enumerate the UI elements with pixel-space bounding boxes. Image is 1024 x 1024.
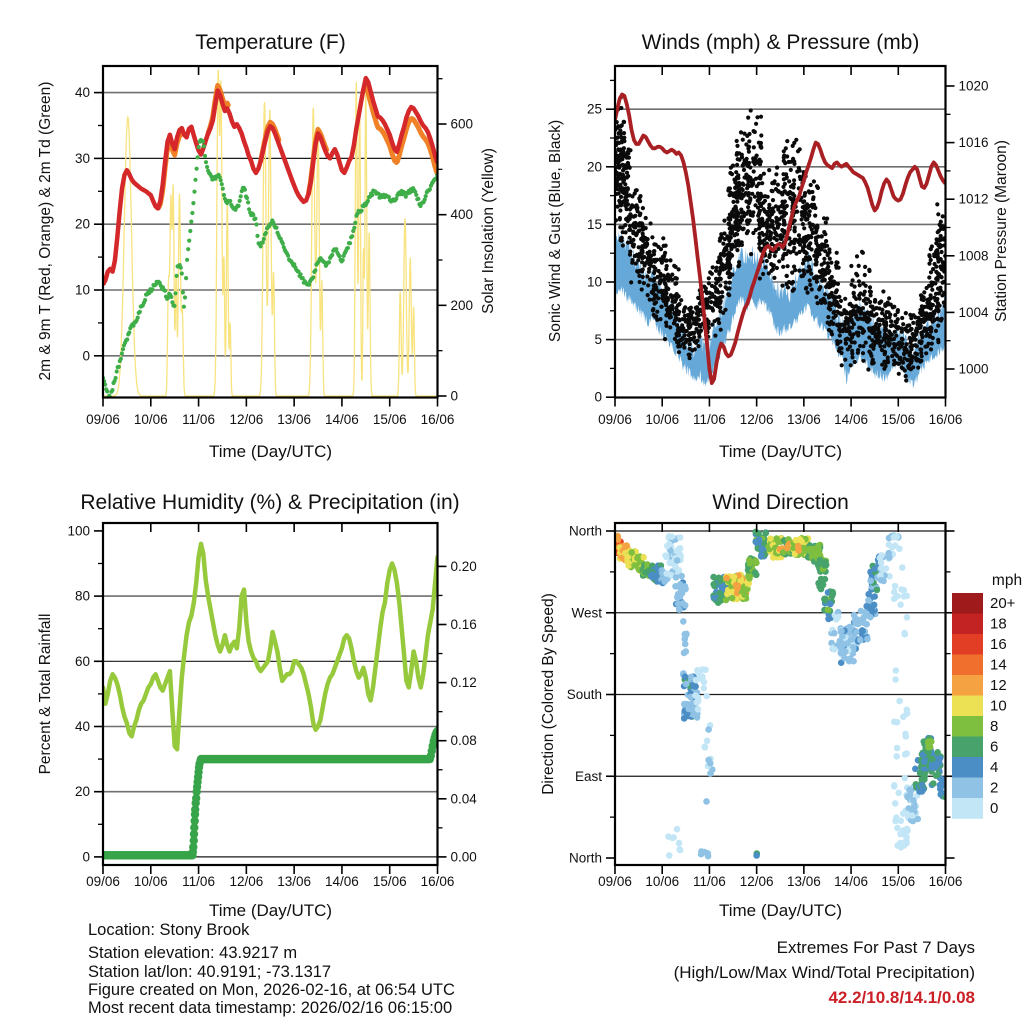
legend-label: 20+ [990, 595, 1016, 612]
y-tick-label-left: 10 [586, 274, 602, 290]
x-tick-label: 10/06 [133, 412, 168, 427]
ylabel-direction-left: Direction (Colored By Speed) [540, 593, 557, 795]
x-tick-label: 15/06 [881, 412, 916, 427]
legend-label: 8 [990, 718, 999, 735]
y-tick-label-left: 80 [74, 588, 90, 604]
footer-timestamp: Most recent data timestamp: 2026/02/16 06:15:00 [88, 999, 453, 1017]
x-tick-label: 13/06 [277, 874, 312, 889]
legend-label: 6 [990, 738, 999, 756]
x-tick-label: 14/06 [325, 412, 359, 427]
y-tick-label-left: 20 [74, 784, 90, 800]
solar-insolation-line [103, 70, 438, 396]
x-tick-label: 09/06 [86, 412, 120, 427]
x-tick-label: 10/06 [133, 874, 168, 889]
legend-swatch [952, 696, 983, 717]
legend-label: 14 [990, 656, 1007, 674]
y-tick-label-left: 0 [594, 389, 602, 405]
y-tick-label-right: 400 [450, 207, 474, 223]
y-tick-label-left: 5 [594, 332, 602, 348]
y-tick-label-left: 20 [74, 216, 90, 232]
legend-swatch [952, 716, 983, 737]
legend-label: 16 [990, 636, 1007, 653]
x-tick-label: 16/06 [928, 412, 963, 427]
x-tick-label: 16/06 [928, 874, 963, 889]
x-tick-label: 16/06 [420, 412, 455, 427]
legend-label: 2 [990, 779, 999, 797]
panel-title-wind-direction: Wind Direction [712, 491, 849, 514]
x-tick-label: 09/06 [598, 874, 632, 889]
y-tick-label-left: East [574, 768, 602, 784]
y-tick-label-right: 0.20 [450, 558, 477, 574]
y-tick-label-left: 20 [586, 159, 602, 175]
y-tick-label-left: 0 [82, 849, 90, 865]
x-tick-label: 11/06 [693, 412, 726, 427]
extremes-values: 42.2/10.8/14.1/0.08 [828, 988, 975, 1007]
legend-label: 4 [990, 759, 999, 776]
extremes-subtitle: (High/Low/Max Wind/Total Precipitation) [673, 963, 975, 982]
x-tick-label: 14/06 [325, 874, 359, 889]
x-tick-label: 15/06 [372, 412, 407, 427]
y-tick-label-right: 1016 [958, 135, 989, 151]
rainfall-dots [99, 727, 442, 860]
x-tick-label: 15/06 [372, 874, 407, 889]
wind-direction-panel-axes [615, 531, 946, 776]
xlabel-winds: Time (Day/UTC) [718, 442, 843, 461]
y-tick-label-right: 0.08 [450, 733, 477, 749]
x-tick-label: 11/06 [182, 874, 215, 889]
y-tick-label-left: 40 [74, 719, 90, 734]
winds-series [613, 95, 947, 389]
xlabel-humidity: Time (Day/UTC) [208, 901, 333, 920]
legend-swatch [952, 778, 983, 799]
y-tick-label-right: 0.04 [450, 791, 477, 807]
humidity-series [99, 544, 442, 860]
footer-location: Location: Stony Brook [88, 921, 250, 939]
y-tick-label-right: 1008 [958, 248, 989, 264]
panel-title-humidity-precip: Relative Humidity (%) & Precipitation (in) [80, 491, 460, 514]
panel-title-temperature: Temperature (F) [195, 31, 346, 54]
ylabel-wind-left: Sonic Wind & Gust (Blue, Black) [547, 119, 564, 343]
ylabel-temperature-left: 2m & 9m T (Red, Orange) & 2m Td (Green) [37, 81, 54, 381]
legend-label: 0 [990, 800, 999, 817]
speed-legend [952, 572, 1022, 819]
xlabel-wind-direction: Time (Day/UTC) [718, 901, 843, 920]
panel-title-winds-pressure: Winds (mph) & Pressure (mb) [641, 31, 920, 54]
y-tick-label-right: 1004 [958, 304, 989, 320]
x-tick-label: 13/06 [786, 412, 821, 427]
x-tick-label: 15/06 [881, 874, 916, 889]
x-tick-label: 14/06 [834, 412, 868, 427]
y-tick-label-left: 100 [67, 523, 90, 539]
footer-created: Figure created on Mon, 2026-02-16, at 06:54 UTC [88, 981, 455, 999]
y-tick-label-left: 30 [74, 150, 90, 166]
legend-swatch [952, 675, 983, 696]
x-tick-label: 14/06 [834, 874, 868, 889]
x-tick-label: 09/06 [86, 874, 120, 889]
y-tick-label-right: 1012 [958, 191, 989, 207]
y-tick-label-left: 25 [586, 101, 602, 117]
legend-label: 10 [990, 697, 1007, 715]
y-tick-label-left: 15 [586, 216, 602, 232]
x-tick-label: 09/06 [598, 412, 632, 427]
y-tick-label-left: South [566, 687, 602, 703]
x-tick-label: 12/06 [739, 412, 774, 427]
y-tick-label-right: 600 [450, 116, 474, 132]
y-tick-label-right: 0.16 [450, 617, 477, 632]
legend-swatch [952, 593, 983, 614]
footer-elevation: Station elevation: 43.9217 m [88, 944, 298, 962]
x-tick-label: 10/06 [645, 874, 680, 889]
x-tick-label: 12/06 [229, 412, 264, 427]
x-tick-label: 12/06 [229, 874, 264, 889]
x-tick-label: 13/06 [786, 874, 821, 889]
x-tick-label: 12/06 [739, 874, 774, 889]
legend-title: mph [991, 572, 1023, 589]
relative-humidity-line [103, 544, 438, 749]
legend-swatch [952, 737, 983, 758]
legend-label: 18 [990, 615, 1007, 633]
ylabel-percent-left: Percent & Total Rainfall [37, 613, 54, 775]
legend-swatch [952, 798, 983, 819]
y-tick-label-left: 0 [82, 348, 90, 364]
ylabel-solar-right: Solar Insolation (Yellow) [480, 148, 497, 314]
y-tick-label-right: 0.00 [450, 849, 477, 865]
legend-swatch [952, 655, 983, 676]
temperature-series [101, 70, 440, 400]
y-tick-label-right: 0.12 [450, 675, 477, 691]
legend-swatch [952, 634, 983, 655]
y-tick-label-right: 0 [450, 388, 459, 404]
y-tick-label-left: 60 [74, 653, 90, 669]
legend-swatch [952, 614, 983, 635]
y-tick-label-left: 10 [74, 282, 90, 298]
y-tick-label-left: West [571, 605, 602, 621]
legend-swatch [952, 757, 983, 778]
x-tick-label: 11/06 [182, 412, 215, 427]
xlabel-temperature: Time (Day/UTC) [208, 442, 333, 461]
y-tick-label-right: 200 [450, 297, 474, 313]
x-tick-label: 16/06 [420, 874, 455, 889]
y-tick-label-left: North [568, 850, 602, 866]
x-tick-label: 10/06 [645, 412, 680, 427]
y-tick-label-left: North [568, 523, 602, 539]
legend-label: 12 [990, 677, 1007, 694]
extremes-title: Extremes For Past 7 Days [776, 938, 975, 957]
x-tick-label: 11/06 [693, 874, 726, 889]
y-tick-label-right: 1000 [958, 361, 989, 377]
x-tick-label: 13/06 [277, 412, 312, 427]
ylabel-pressure-right: Station Pressure (Maroon) [993, 140, 1010, 322]
humidity-panel-frame [67, 523, 477, 889]
footer-latlon: Station lat/lon: 40.9191; -73.1317 [88, 963, 332, 981]
y-tick-label-right: 1020 [958, 78, 989, 94]
y-tick-label-left: 40 [74, 85, 90, 101]
